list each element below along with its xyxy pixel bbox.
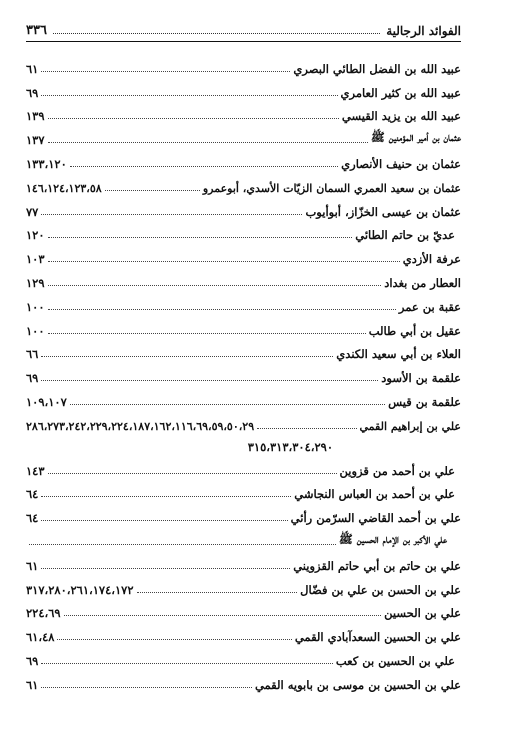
entry-name: عبيد الله بن الفضل الطائي البصري — [293, 61, 461, 76]
index-entry — [26, 100, 461, 124]
entry-pages: ١٠٣ — [26, 252, 45, 267]
index-entry — [26, 385, 461, 409]
index-entry — [26, 242, 461, 266]
dot-leader — [70, 166, 338, 167]
entry-name: علقمة بن الأسود — [381, 371, 461, 386]
entry-pages: ١٢٩ — [26, 275, 45, 290]
entry-pages: ١٤٣ — [26, 463, 45, 478]
entry-pages: ٦٩ — [26, 85, 39, 100]
entry-pages: ١٢٠ — [26, 228, 45, 243]
entry-name: علي بن حاتم بن أبي حاتم القزويني — [293, 558, 461, 573]
index-entry — [26, 52, 461, 76]
index-entry — [26, 668, 461, 692]
page-number: ٣٣٦ — [26, 23, 47, 38]
entry-name: علي بن الحسين بن كعب — [335, 653, 455, 668]
entry-pages: ٢٢٤،٦٩ — [26, 606, 61, 621]
entry-name: العطار من بغداد — [384, 275, 461, 290]
running-header — [26, 14, 461, 42]
entry-pages: ٦٤ — [26, 511, 39, 526]
dot-leader — [41, 663, 333, 664]
dot-leader — [48, 237, 353, 238]
entry-name: علي بن أحمد بن العباس النجاشي — [294, 487, 455, 502]
entry-pages: ٢٨٦،٢٧٣،٢٤٢،٢٢٩،٢٢٤،١٨٧،١٦٢،١١٦،٦٩،٥٩،٥٠،٢٩ — [26, 419, 255, 433]
entry-name: عبيد الله بن كثير العامري — [340, 85, 461, 100]
entry-pages: ١٣٩ — [26, 109, 45, 124]
entry-name: عثمان بن حنيف الأنصاري — [341, 156, 461, 171]
index-entry — [26, 219, 461, 243]
dot-leader — [70, 404, 385, 405]
dot-leader — [48, 473, 337, 474]
entry-pages: ١٠٠ — [26, 323, 45, 338]
index-entry-continuation — [26, 433, 461, 454]
index-entry — [26, 147, 461, 171]
entry-pages: ٧٧ — [26, 204, 39, 219]
entry-pages: ٦٩ — [26, 653, 39, 668]
index-entry — [26, 171, 461, 195]
entry-pages: ٦١ — [26, 558, 39, 573]
entry-name: علي بن إبراهيم القمي — [359, 419, 461, 433]
entry-pages: ١٤٦،١٢٤،١٢٣،٥٨ — [26, 181, 102, 195]
index-entry — [26, 549, 461, 573]
entry-name: عثمان بن سعيد العمري السمان الزيّات الأسدي، أبوعمرو — [202, 181, 461, 195]
entry-pages: ٦٤ — [26, 487, 39, 502]
index-entry — [26, 597, 461, 621]
entry-pages: ٦١،٤٨ — [26, 630, 55, 645]
index-list — [26, 52, 461, 692]
dot-leader — [57, 639, 291, 640]
book-title: الفوائد الرجالية — [386, 24, 461, 38]
index-entry — [26, 195, 461, 219]
entry-name: علي بن الحسين — [384, 606, 461, 621]
entry-pages: ١٠٩،١٠٧ — [26, 394, 67, 409]
dot-leader — [41, 214, 302, 215]
index-entry — [26, 644, 461, 668]
entry-name: العلاء بن أبي سعيد الكندي — [336, 347, 461, 362]
entry-name: علي بن أحمد من قزوين — [339, 463, 455, 478]
dot-leader — [41, 71, 290, 72]
dot-leader — [48, 309, 396, 310]
dot-leader — [137, 592, 298, 593]
dot-leader — [41, 568, 290, 569]
index-entry — [26, 76, 461, 100]
entry-name: علي الأكبر بن الإمام الحسين ﷺ — [338, 531, 447, 546]
index-entry — [26, 290, 461, 314]
entry-name: عقبة بن عمر — [398, 299, 461, 314]
dot-leader — [48, 261, 400, 262]
header-dot-leader — [53, 32, 380, 34]
entry-pages: ٣١٥،٣١٣،٣٠٤،٢٩٠ — [247, 439, 333, 454]
index-entry — [26, 525, 461, 549]
entry-name: عثمان بن عيسى الخزّاز، أبوأيوب — [305, 204, 461, 219]
index-entry — [26, 314, 461, 338]
entry-name: عبيد الله بن يزيد القيسي — [341, 109, 461, 124]
dot-leader — [48, 118, 339, 119]
index-entry — [26, 361, 461, 385]
index-entry — [26, 266, 461, 290]
entry-name: علي بن الحسين السعدآبادي القمي — [294, 630, 461, 645]
index-entry — [26, 409, 461, 433]
entry-pages: ١٣٧ — [26, 133, 45, 148]
dot-leader — [64, 615, 382, 616]
dot-leader — [41, 496, 291, 497]
dot-leader — [48, 142, 368, 143]
entry-pages: ٣١٧،٢٨٠،٢٦١،١٧٤،١٧٢ — [26, 582, 134, 597]
index-entry — [26, 454, 461, 478]
index-entry — [26, 123, 461, 147]
entry-name: عقيل بن أبي طالب — [368, 323, 461, 338]
dot-leader — [257, 428, 356, 429]
index-entry — [26, 338, 461, 362]
entry-name: علي بن الحسن بن علي بن فضّال — [300, 582, 461, 597]
entry-name: عرفة الأزدي — [402, 252, 461, 267]
entry-pages: ٦٩ — [26, 371, 39, 386]
index-entry — [26, 573, 461, 597]
entry-name: علقمة بن قيس — [388, 394, 461, 409]
dot-leader — [41, 380, 378, 381]
entry-name: علي بن أحمد القاضي السرّمن رأئي — [290, 511, 461, 526]
entry-pages: ٦١ — [26, 61, 39, 76]
entry-pages: ٦٦ — [26, 347, 39, 362]
dot-leader — [48, 285, 382, 286]
dot-leader — [41, 520, 287, 521]
entry-pages: ١٣٣،١٢٠ — [26, 156, 67, 171]
dot-leader — [41, 95, 337, 96]
entry-pages: ١٠٠ — [26, 299, 45, 314]
dot-leader — [48, 333, 366, 334]
entry-name: علي بن الحسين بن موسى بن بابويه القمي — [254, 677, 461, 692]
dot-leader — [29, 544, 336, 545]
entry-name: عديّ بن حاتم الطائي — [355, 228, 455, 243]
entry-name: عثمان بن أمير المؤمنين ﷺ — [370, 130, 461, 145]
index-entry — [26, 620, 461, 644]
dot-leader — [105, 190, 200, 191]
entry-pages: ٦١ — [26, 677, 39, 692]
dot-leader — [41, 687, 252, 688]
index-entry — [26, 501, 461, 525]
index-entry — [26, 478, 461, 502]
dot-leader — [41, 356, 333, 357]
